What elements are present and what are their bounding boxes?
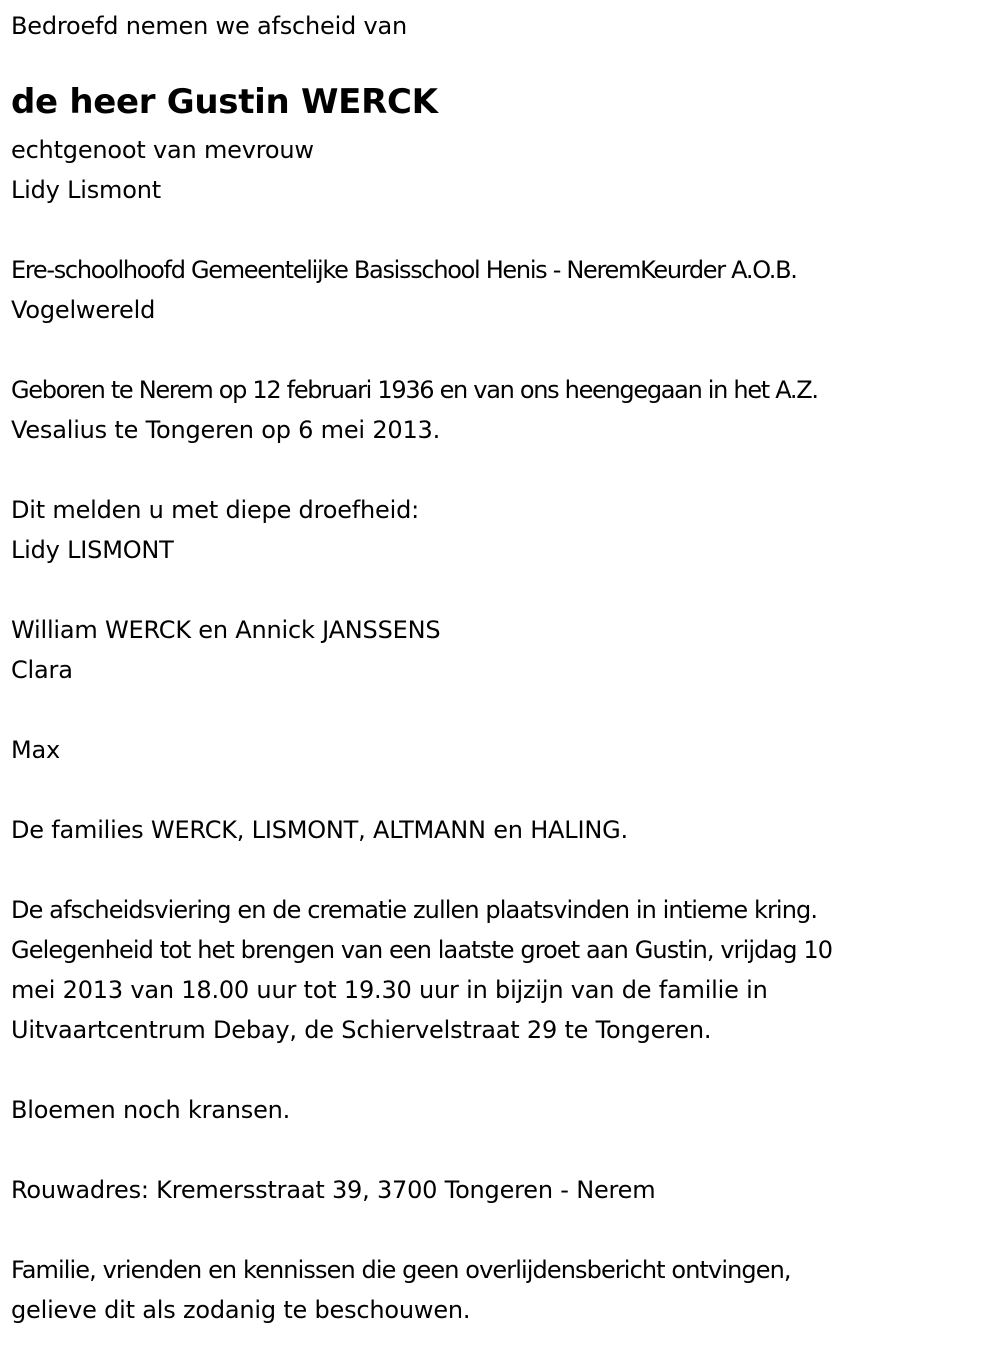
ceremony-line-4: Uitvaartcentrum Debay, de Schiervelstraat 29 te Tongeren. [11,1016,712,1044]
spacer [11,770,996,810]
mourner-spouse: Lidy LISMONT [11,536,174,564]
ceremony-line-1: De afscheidsviering en de crematie zullen plaatsvinden in intieme kring. [11,896,818,924]
birth-line-2: Vesalius te Tongeren op 6 mei 2013. [11,416,441,444]
mourner-children: William WERCK en Annick JANSSENS [11,616,441,644]
closing-line-2: gelieve dit als zodanig te beschouwen. [11,1296,471,1324]
announce-heading: Dit melden u met diepe droefheid: [11,496,419,524]
intro-text: Bedroefd nemen we afscheid van [11,12,408,40]
flowers-text: Bloemen noch kransen. [11,1096,291,1124]
deceased-name: de heer Gustin WERCK [11,82,438,122]
spouse-name: Lidy Lismont [11,176,161,204]
ceremony-line-3: mei 2013 van 18.00 uur tot 19.30 uur in bijzijn van de familie in [11,976,768,1004]
spacer [11,450,996,490]
spacer [11,1130,996,1170]
families-text: De families WERCK, LISMONT, ALTMANN en HALING. [11,816,628,844]
spacer [11,1210,996,1250]
spacer [11,850,996,890]
birth-line-1: Geboren te Nerem op 12 februari 1936 en van ons heengegaan in het A.Z. [11,376,818,404]
spacer [11,1050,996,1090]
role-line-2: Vogelwereld [11,296,156,324]
role-line-1: Ere-schoolhoofd Gemeentelijke Basisschool Henis - NeremKeurder A.O.B. [11,256,797,284]
mourner-grandchild-1: Clara [11,656,73,684]
closing-line-1: Familie, vrienden en kennissen die geen overlijdensbericht ontvingen, [11,1256,791,1284]
address-text: Rouwadres: Kremersstraat 39, 3700 Tongeren - Nerem [11,1176,656,1204]
spacer [11,690,996,730]
spacer [11,570,996,610]
mourner-grandchild-2: Max [11,736,61,764]
spacer [11,210,996,250]
ceremony-line-2: Gelegenheid tot het brengen van een laatste groet aan Gustin, vrijdag 10 [11,936,833,964]
spouse-label: echtgenoot van mevrouw [11,136,314,164]
spacer [11,330,996,370]
obituary-document [11,6,996,1330]
